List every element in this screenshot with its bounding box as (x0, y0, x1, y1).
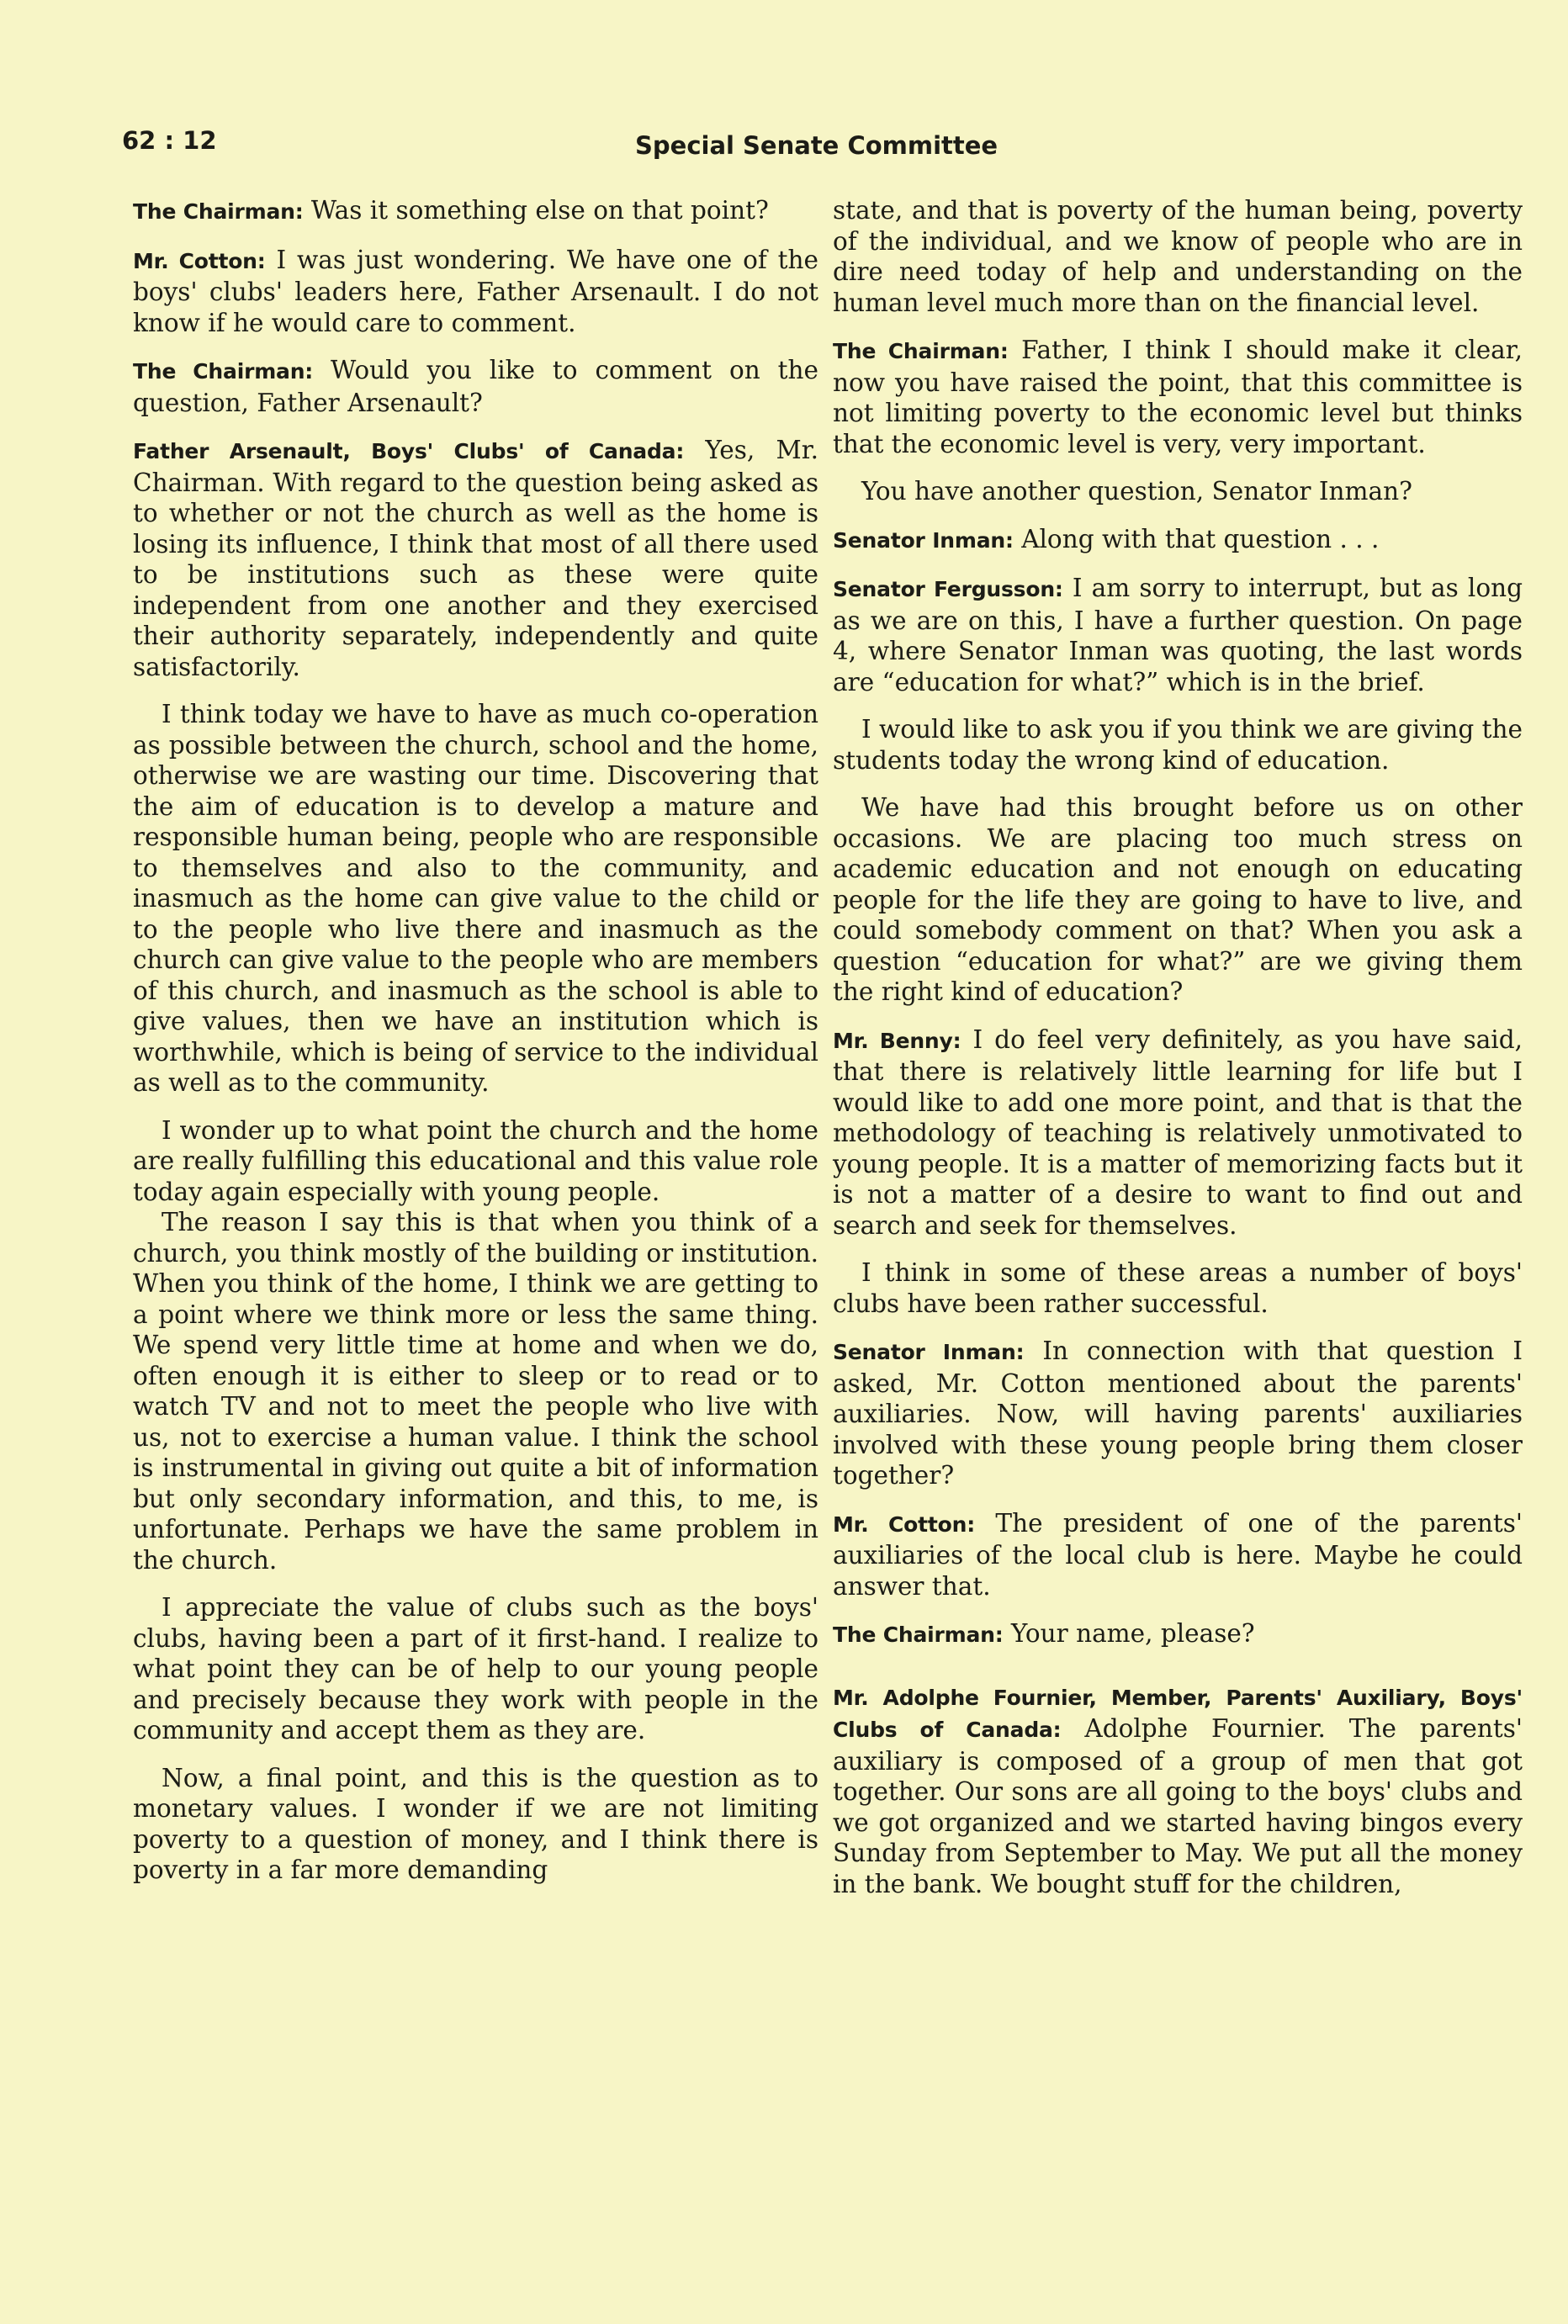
paragraph (133, 1207, 818, 1575)
speaker-label: The Chairman: (833, 339, 1009, 363)
paragraph-text: Was it something else on that point? (303, 196, 769, 225)
right-column (833, 195, 1523, 1916)
paragraph-text: I am sorry to interrupt, but as long as we are on this, I have a further question. On page 4, where Senator Inman was quoting, the last words are “education for what?” which is in the brief. (833, 574, 1523, 696)
speaker-label: Senator Inman: (833, 527, 1014, 553)
paragraph-text: state, and that is poverty of the human being, poverty of the individual, and we know of people who are in dire need today of help and understanding on the human level much more than on the financial level. (833, 196, 1523, 317)
paragraph (133, 245, 818, 339)
paragraph (833, 476, 1523, 507)
speaker-label: Father Arsenault, Boys' Clubs' of Canada: (133, 439, 685, 463)
paragraph-text: Adolphe Fournier. The parents' auxiliary is composed of a group of men that got together. Our sons are all going to the boys' clubs and we got organized and we started having bingos every Sunday from September to May. We put all the money in the bank. We bought stuff for the children, (833, 1714, 1523, 1898)
paragraph (133, 435, 818, 682)
speaker-label: Senator Inman: (833, 1340, 1025, 1364)
paragraph-text: Father, I think I should make it clear, now you have raised the point, that this committee is not limiting poverty to the economic level but thinks that the economic level is very, very important. (833, 336, 1523, 458)
paragraph (133, 195, 818, 228)
paragraph-text: We have had this brought before us on other occasions. We are placing too much stress on academic education and not enough on educating people for the life they are going to have to live, and could somebody comment on that? When you ask a question “education for what?” are we giving them the right kind of education? (833, 793, 1523, 1006)
speaker-label: Mr. Cotton: (133, 248, 266, 273)
paragraph-text: You have another question, Senator Inman? (861, 477, 1412, 506)
paragraph (833, 792, 1523, 1008)
paragraph (133, 1115, 818, 1208)
paragraph-text: Your name, please? (1003, 1619, 1255, 1648)
speaker-label: Mr. Adolphe Fournier, Member, Parents' Auxiliary, Boys' Clubs of Canada: (833, 1685, 1523, 1742)
paragraph-text: Along with that question . . . (1013, 524, 1380, 553)
paragraph-text: I think in some of these areas a number of boys' clubs have been rather successful. (833, 1258, 1523, 1318)
paragraph (133, 1592, 818, 1746)
paragraph (833, 1681, 1523, 1900)
paragraph-text: In connection with that question I asked, Mr. Cotton mentioned about the parents' auxiliaries. Now, will having parents' auxiliaries involved with these young people bring them closer together? (833, 1337, 1523, 1490)
paragraph-text: I was just wondering. We have one of the boys' clubs' leaders here, Father Arsenault. I do not know if he would care to comment. (133, 245, 818, 337)
page-number: 62 : 12 (122, 126, 217, 155)
paragraph (833, 1024, 1523, 1241)
speaker-label: Mr. Cotton: (833, 1511, 976, 1537)
paragraph-text: I would like to ask you if you think we are giving the students today the wrong kind of education. (833, 715, 1523, 775)
speaker-label: The Chairman: (133, 359, 314, 384)
paragraph-text: The reason I say this is that when you think of a church, you think mostly of the building or institution. When you think of the home, I think we are getting to a point where we think more or less the same thing. We spend very little time at home and when we do, often enough it is either to sleep or to read or to watch TV and not to meet the people who live with us, not to exercise a human value. I think the school is instrumental in giving out quite a bit of information but only secondary information, and this, to me, is unfortunate. Perhaps we have the same problem in the church. (133, 1208, 818, 1575)
paragraph (833, 1257, 1523, 1319)
running-head: Special Senate Committee (635, 131, 999, 160)
left-column (133, 195, 818, 1903)
paragraph (833, 195, 1523, 318)
paragraph (833, 573, 1523, 697)
paragraph (833, 1508, 1523, 1602)
paragraph-text: I appreciate the value of clubs such as the boys' clubs, having been a part of it first-hand. I realize to what point they can be of help to our young people and precisely because they work with people in the community and accept them as they are. (133, 1593, 818, 1744)
paragraph (833, 1618, 1523, 1651)
paragraph-text: Yes, Mr. Chairman. With regard to the question being asked as to whether or not the church as well as the home is losing its influence, I think that most of all there used to be institutions such as these were quite independent from one another and they exercised their authority separately, independently and quite satisfactorily. (133, 436, 818, 681)
paragraph (833, 524, 1523, 557)
page-header (122, 126, 1492, 168)
paragraph-text: I wonder up to what point the church and the home are really fulfilling this educational and this value role today again especially with young people. (133, 1115, 818, 1206)
paragraph-text: Now, a final point, and this is the question as to monetary values. I wonder if we are not limiting poverty to a question of money, and I think there is poverty in a far more demanding (133, 1763, 818, 1884)
speaker-label: Senator Fergusson: (833, 577, 1063, 601)
paragraph (833, 335, 1523, 459)
speaker-label: Mr. Benny: (833, 1028, 961, 1053)
paragraph (833, 714, 1523, 776)
paragraph (133, 699, 818, 1098)
speaker-label: The Chairman: (833, 1623, 1004, 1647)
paragraph-text: Would you like to comment on the question, Father Arsenault? (133, 356, 818, 417)
paragraph (833, 1336, 1523, 1491)
paragraph (133, 355, 818, 418)
paragraph (133, 1763, 818, 1886)
speaker-label: The Chairman: (133, 199, 304, 224)
paragraph-text: The president of one of the parents' auxiliaries of the local club is here. Maybe he could answer that. (833, 1508, 1523, 1601)
paragraph-text: I do feel very definitely, as you have said, that there is relatively little learning for life but I would like to add one more point, and that is that the methodology of teaching is relatively unmotivated to young people. It is a matter of memorizing facts but it is not a matter of a desire to want to find out and search and seek for themselves. (833, 1024, 1523, 1240)
paragraph-text: I think today we have to have as much co-operation as possible between the church, school and the home, otherwise we are wasting our time. Discovering that the aim of education is to develop a mature and responsible human being, people who are responsible to themselves and also to the community, and inasmuch as the home can give value to the child or to the people who live there and inasmuch as the church can give value to the people who are members of this church, and inasmuch as the school is able to give values, then we have an institution which is worthwhile, which is being of service to the individual as well as to the community. (133, 700, 818, 1097)
